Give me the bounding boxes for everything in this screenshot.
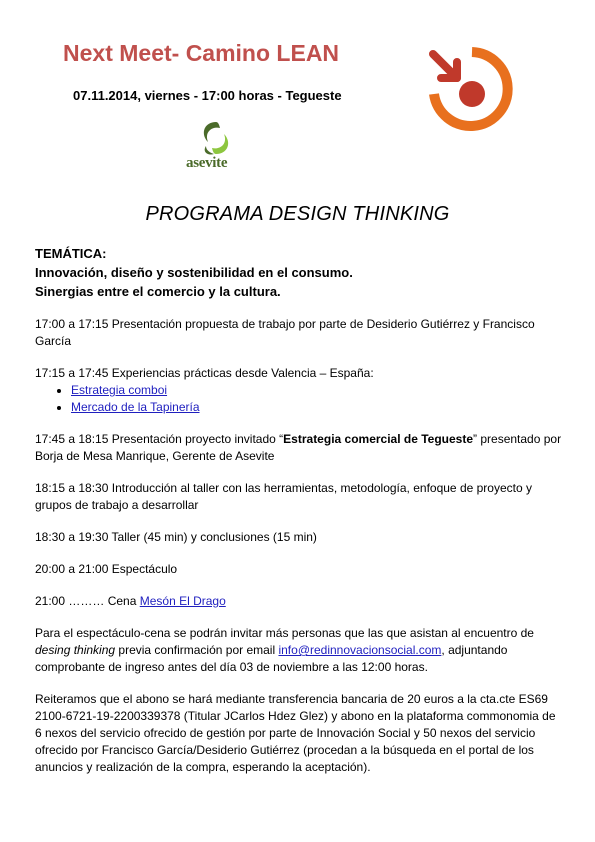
tematica-label: TEMÁTICA: — [35, 246, 107, 261]
asevite-logo-text: asevite — [186, 155, 228, 171]
tematica-block — [35, 244, 565, 301]
invite-text: previa confirmación por email — [115, 643, 279, 657]
tematica-line: Innovación, diseño y sostenibilidad en el consumo. — [35, 265, 353, 280]
agenda-item: 17:15 a 17:45 Experiencias prácticas desde Valencia – España: — [35, 366, 374, 380]
agenda-text: 21:00 ……… Cena — [35, 594, 140, 608]
invite-text: Para el espectáculo-cena se podrán invitar más personas que las que asistan al encuentro de — [35, 626, 534, 640]
agenda-item: 20:00 a 21:00 Espectáculo — [35, 562, 178, 576]
payment-paragraph: Reiteramos que el abono se hará mediante transferencia bancaria de 20 euros a la cta.cte ES69 2100-6721-19-2200339378 (Titular JCarlos Hdez Glez) y abono en la plataforma commonomia de 6 nexos del servicio ofrecido de gestión por parte de Innovación Social y 50 nexos del servicio ofrecido por Francisco García/Desiderio Gutiérrez (procedan a la búsqueda en el portal de los anuncios y realización de la compra, esperando la aceptación). — [35, 692, 556, 774]
document-body — [35, 244, 565, 791]
event-date-subtitle: 07.11.2014, viernes - 17:00 horas - Tegueste — [73, 88, 342, 103]
agenda-text: 17:45 a 18:15 Presentación proyecto invitado “ — [35, 432, 284, 446]
asevite-logo-icon — [186, 118, 246, 158]
invite-paragraph — [35, 625, 565, 676]
experience-list — [35, 382, 565, 416]
link-estrategia-comboi[interactable]: Estrategia comboi — [71, 383, 168, 397]
target-arrow-icon — [424, 44, 514, 134]
agenda-text: ” presentado por Borja de Mesa Manrique, Gerente de Asevite — [35, 432, 562, 463]
agenda-item: 17:00 a 17:15 Presentación propuesta de trabajo por parte de Desiderio Gutiérrez y Francisco García — [35, 317, 535, 348]
link-meson-el-drago[interactable]: Mesón El Drago — [139, 594, 226, 608]
email-link[interactable]: info@redinnovacionsocial.com — [278, 643, 442, 657]
agenda-item — [35, 431, 565, 465]
program-heading: PROGRAMA DESIGN THINKING — [145, 203, 450, 225]
invite-italic: desing thinking — [35, 643, 116, 657]
agenda-item — [35, 593, 565, 610]
tematica-line: Sinergias entre el comercio y la cultura. — [35, 284, 281, 299]
project-name: Estrategia comercial de Tegueste — [283, 432, 474, 446]
link-mercado-tapineria[interactable]: Mercado de la Tapinería — [71, 400, 200, 414]
list-item — [71, 399, 565, 416]
agenda-item: 18:30 a 19:30 Taller (45 min) y conclusiones (15 min) — [35, 530, 317, 544]
list-item — [71, 382, 565, 399]
page-title: Next Meet- Camino LEAN — [63, 40, 340, 66]
agenda-item: 18:15 a 18:30 Introducción al taller con las herramientas, metodología, enfoque de proyecto y grupos de trabajo a desarrollar — [35, 481, 532, 512]
invite-text: , adjuntando comprobante de ingreso antes del día 03 de noviembre a las 12:00 horas. — [35, 643, 508, 674]
